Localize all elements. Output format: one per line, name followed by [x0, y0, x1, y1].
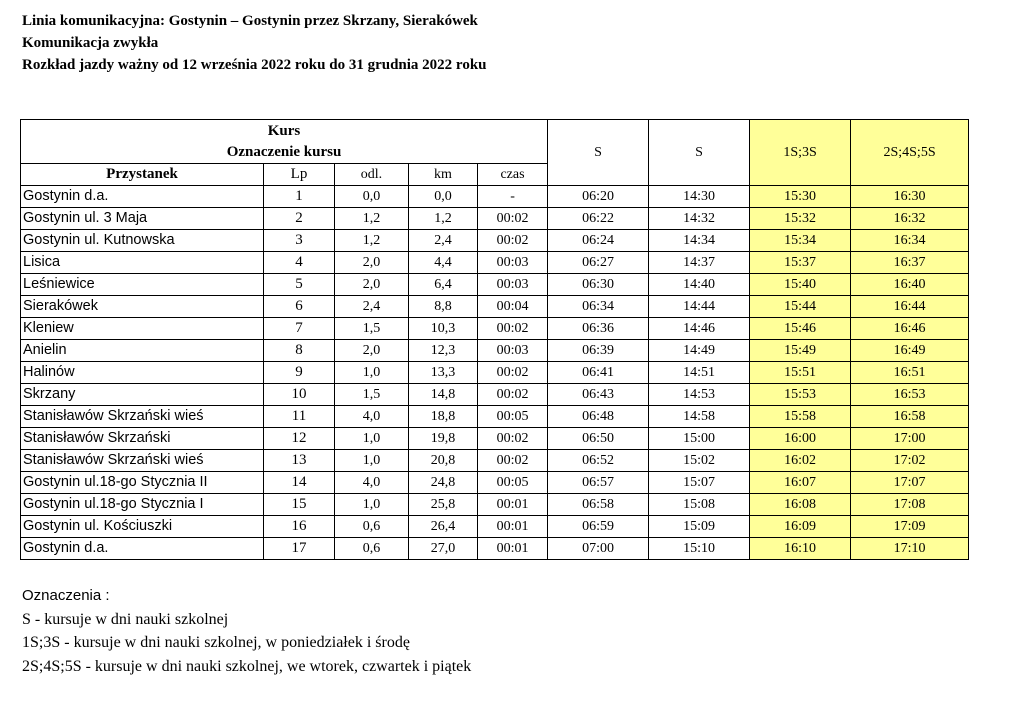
departure-time: 16:10	[750, 538, 851, 560]
departure-time: 14:58	[649, 406, 750, 428]
departure-time: 14:37	[649, 252, 750, 274]
stop-lp: 16	[264, 516, 335, 538]
odl-header: odl.	[335, 164, 409, 186]
stop-time-delta: 00:02	[478, 428, 548, 450]
stop-distance: 1,5	[335, 318, 409, 340]
departure-time: 06:57	[548, 472, 649, 494]
stop-distance: 2,0	[335, 274, 409, 296]
course-header: 2S;4S;5S	[851, 120, 969, 186]
table-row	[21, 274, 969, 296]
timetable-header	[22, 10, 487, 76]
course-header: S	[649, 120, 750, 186]
stop-lp: 3	[264, 230, 335, 252]
departure-time: 16:34	[851, 230, 969, 252]
oznaczenie-label: Oznaczenie kursu	[226, 143, 342, 160]
departure-time: 16:51	[851, 362, 969, 384]
czas-header: czas	[478, 164, 548, 186]
stop-km: 12,3	[409, 340, 478, 362]
stop-time-delta: 00:01	[478, 494, 548, 516]
departure-time: 16:07	[750, 472, 851, 494]
stop-lp: 7	[264, 318, 335, 340]
stop-km: 25,8	[409, 494, 478, 516]
departure-time: 15:02	[649, 450, 750, 472]
legend-item: S - kursuje w dni nauki szkolnej	[22, 610, 229, 628]
departure-time: 07:00	[548, 538, 649, 560]
stop-km: 1,2	[409, 208, 478, 230]
departure-time: 15:49	[750, 340, 851, 362]
stop-distance: 1,2	[335, 230, 409, 252]
stop-km: 24,8	[409, 472, 478, 494]
stop-lp: 13	[264, 450, 335, 472]
stop-lp: 14	[264, 472, 335, 494]
stop-time-delta: 00:02	[478, 318, 548, 340]
stop-distance: 1,5	[335, 384, 409, 406]
stop-lp: 4	[264, 252, 335, 274]
table-row	[21, 208, 969, 230]
stop-km: 13,3	[409, 362, 478, 384]
table-row	[21, 516, 969, 538]
timetable	[20, 119, 969, 560]
departure-time: 17:08	[851, 494, 969, 516]
table-row	[21, 428, 969, 450]
departure-time: 17:10	[851, 538, 969, 560]
stop-time-delta: 00:03	[478, 274, 548, 296]
stop-lp: 12	[264, 428, 335, 450]
departure-time: 06:22	[548, 208, 649, 230]
departure-time: 16:32	[851, 208, 969, 230]
stop-distance: 1,2	[335, 208, 409, 230]
stop-name: Gostynin ul.18-go Stycznia II	[21, 472, 264, 494]
stop-km: 14,8	[409, 384, 478, 406]
service-type: Komunikacja zwykła	[22, 35, 159, 51]
departure-time: 15:40	[750, 274, 851, 296]
departure-time: 16:08	[750, 494, 851, 516]
departure-time: 16:44	[851, 296, 969, 318]
stop-distance: 2,0	[335, 252, 409, 274]
departure-time: 16:49	[851, 340, 969, 362]
departure-time: 06:24	[548, 230, 649, 252]
departure-time: 15:07	[649, 472, 750, 494]
stop-km: 10,3	[409, 318, 478, 340]
stop-name: Halinów	[21, 362, 264, 384]
departure-time: 15:30	[750, 186, 851, 208]
stop-lp: 8	[264, 340, 335, 362]
departure-time: 14:32	[649, 208, 750, 230]
course-header: 1S;3S	[750, 120, 851, 186]
departure-time: 16:40	[851, 274, 969, 296]
departure-time: 16:37	[851, 252, 969, 274]
stop-distance: 4,0	[335, 406, 409, 428]
stop-lp: 17	[264, 538, 335, 560]
legend-item: 1S;3S - kursuje w dni nauki szkolnej, w poniedziałek i środę	[22, 634, 410, 651]
stop-lp: 15	[264, 494, 335, 516]
stop-time-delta: 00:01	[478, 538, 548, 560]
stop-lp: 10	[264, 384, 335, 406]
stop-time-delta: 00:02	[478, 450, 548, 472]
departure-time: 14:53	[649, 384, 750, 406]
stop-km: 20,8	[409, 450, 478, 472]
table-row	[21, 296, 969, 318]
departure-time: 16:53	[851, 384, 969, 406]
departure-time: 17:07	[851, 472, 969, 494]
departure-time: 06:48	[548, 406, 649, 428]
stop-km: 19,8	[409, 428, 478, 450]
stop-time-delta: 00:05	[478, 472, 548, 494]
stop-time-delta: 00:02	[478, 230, 548, 252]
stop-distance: 0,6	[335, 516, 409, 538]
table-row	[21, 362, 969, 384]
stop-name: Gostynin ul. Kościuszki	[21, 516, 264, 538]
table-row	[21, 318, 969, 340]
stop-name: Gostynin ul.18-go Stycznia I	[21, 494, 264, 516]
stop-distance: 1,0	[335, 362, 409, 384]
stop-name: Gostynin ul. Kutnowska	[21, 230, 264, 252]
stop-name: Leśniewice	[21, 274, 264, 296]
departure-time: 17:09	[851, 516, 969, 538]
stop-distance: 1,0	[335, 494, 409, 516]
departure-time: 15:10	[649, 538, 750, 560]
departure-time: 16:30	[851, 186, 969, 208]
stop-km: 18,8	[409, 406, 478, 428]
departure-time: 15:34	[750, 230, 851, 252]
stop-km: 0,0	[409, 186, 478, 208]
stop-km: 26,4	[409, 516, 478, 538]
departure-time: 15:08	[649, 494, 750, 516]
departure-time: 15:58	[750, 406, 851, 428]
stop-lp: 9	[264, 362, 335, 384]
departure-time: 06:58	[548, 494, 649, 516]
km-header: km	[409, 164, 478, 186]
departure-time: 06:36	[548, 318, 649, 340]
stop-distance: 1,0	[335, 450, 409, 472]
table-row	[21, 230, 969, 252]
departure-time: 15:32	[750, 208, 851, 230]
table-row	[21, 450, 969, 472]
departure-time: 06:43	[548, 384, 649, 406]
departure-time: 16:02	[750, 450, 851, 472]
departure-time: 06:27	[548, 252, 649, 274]
stop-distance: 0,0	[335, 186, 409, 208]
stop-km: 8,8	[409, 296, 478, 318]
stop-name: Skrzany	[21, 384, 264, 406]
table-row	[21, 384, 969, 406]
departure-time: 16:58	[851, 406, 969, 428]
lp-header: Lp	[264, 164, 335, 186]
departure-time: 15:51	[750, 362, 851, 384]
table-row	[21, 472, 969, 494]
departure-time: 14:49	[649, 340, 750, 362]
departure-time: 06:34	[548, 296, 649, 318]
stop-name: Gostynin d.a.	[21, 186, 264, 208]
validity-period: Rozkład jazdy ważny od 12 września 2022 roku do 31 grudnia 2022 roku	[22, 57, 487, 73]
departure-time: 15:09	[649, 516, 750, 538]
departure-time: 06:59	[548, 516, 649, 538]
departure-time: 16:00	[750, 428, 851, 450]
departure-time: 06:52	[548, 450, 649, 472]
przystanek-header: Przystanek	[21, 164, 264, 186]
departure-time: 16:09	[750, 516, 851, 538]
stop-name: Stanisławów Skrzański	[21, 428, 264, 450]
stop-km: 2,4	[409, 230, 478, 252]
stop-time-delta: 00:02	[478, 384, 548, 406]
stop-km: 4,4	[409, 252, 478, 274]
stop-name: Stanisławów Skrzański wieś	[21, 406, 264, 428]
legend	[22, 584, 471, 678]
stop-time-delta: 00:03	[478, 252, 548, 274]
table-row	[21, 252, 969, 274]
departure-time: 06:41	[548, 362, 649, 384]
course-label-cell	[21, 120, 548, 164]
course-header: S	[548, 120, 649, 186]
stop-time-delta: 00:03	[478, 340, 548, 362]
stop-lp: 11	[264, 406, 335, 428]
stop-km: 6,4	[409, 274, 478, 296]
departure-time: 14:44	[649, 296, 750, 318]
stop-lp: 5	[264, 274, 335, 296]
stop-time-delta: 00:04	[478, 296, 548, 318]
departure-time: 06:20	[548, 186, 649, 208]
table-row	[21, 538, 969, 560]
departure-time: 14:40	[649, 274, 750, 296]
stop-distance: 2,4	[335, 296, 409, 318]
stop-name: Stanisławów Skrzański wieś	[21, 450, 264, 472]
stop-name: Gostynin ul. 3 Maja	[21, 208, 264, 230]
departure-time: 14:30	[649, 186, 750, 208]
departure-time: 14:34	[649, 230, 750, 252]
departure-time: 15:00	[649, 428, 750, 450]
stop-name: Lisica	[21, 252, 264, 274]
departure-time: 06:39	[548, 340, 649, 362]
stop-time-delta: 00:02	[478, 208, 548, 230]
legend-item: 2S;4S;5S - kursuje w dni nauki szkolnej, we wtorek, czwartek i piątek	[22, 657, 472, 675]
route-title: Linia komunikacyjna: Gostynin – Gostynin przez Skrzany, Sierakówek	[22, 13, 478, 29]
stop-distance: 1,0	[335, 428, 409, 450]
table-row	[21, 340, 969, 362]
departure-time: 17:02	[851, 450, 969, 472]
stop-name: Gostynin d.a.	[21, 538, 264, 560]
header-row-course	[21, 120, 969, 164]
kurs-label: Kurs	[267, 122, 301, 139]
departure-time: 06:50	[548, 428, 649, 450]
departure-time: 15:46	[750, 318, 851, 340]
stop-time-delta: 00:05	[478, 406, 548, 428]
stop-lp: 6	[264, 296, 335, 318]
departure-time: 15:44	[750, 296, 851, 318]
departure-time: 14:46	[649, 318, 750, 340]
stop-time-delta: 00:02	[478, 362, 548, 384]
departure-time: 16:46	[851, 318, 969, 340]
table-row	[21, 406, 969, 428]
stop-time-delta: -	[478, 186, 548, 208]
stop-distance: 4,0	[335, 472, 409, 494]
stop-km: 27,0	[409, 538, 478, 560]
stop-name: Anielin	[21, 340, 264, 362]
stop-lp: 2	[264, 208, 335, 230]
legend-title: Oznaczenia :	[22, 587, 110, 604]
stop-name: Kleniew	[21, 318, 264, 340]
stop-distance: 0,6	[335, 538, 409, 560]
departure-time: 14:51	[649, 362, 750, 384]
stop-lp: 1	[264, 186, 335, 208]
departure-time: 15:53	[750, 384, 851, 406]
stop-time-delta: 00:01	[478, 516, 548, 538]
departure-time: 06:30	[548, 274, 649, 296]
departure-time: 17:00	[851, 428, 969, 450]
stop-distance: 2,0	[335, 340, 409, 362]
table-row	[21, 494, 969, 516]
departure-time: 15:37	[750, 252, 851, 274]
stop-name: Sierakówek	[21, 296, 264, 318]
table-row	[21, 186, 969, 208]
